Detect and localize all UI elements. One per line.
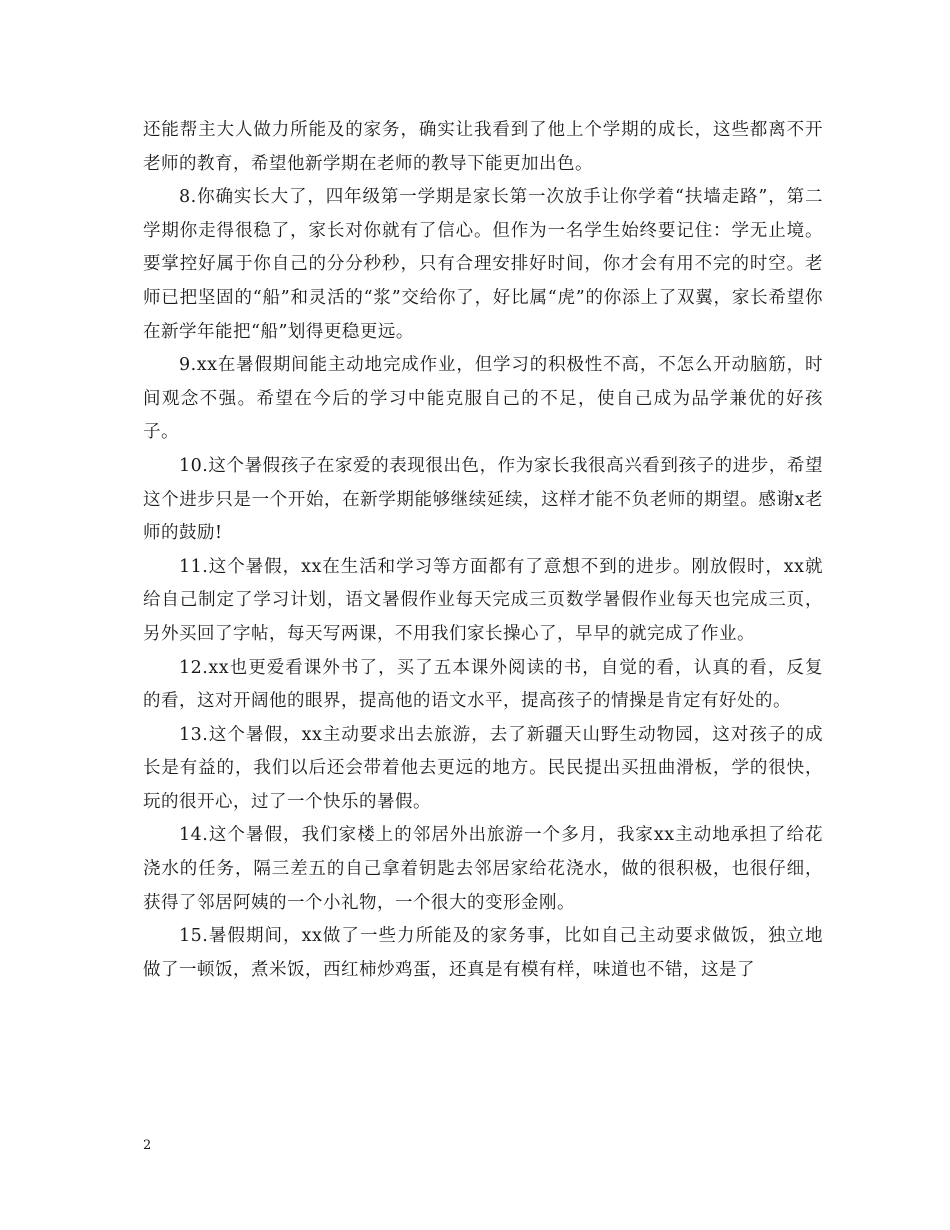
- paragraph-item-8: 8.你确实长大了，四年级第一学期是家长第一次放手让你学着“扶墙走路”，第二学期你走得很稳了，家长对你就有了信心。但作为一名学生始终要记住：学无止境。要掌控好属于你自己的分分秒秒，只有合理安排好时间，你才会有用不完的时空。老师已把坚固的“船”和灵活的“浆”交给你了，好比属“虎”的你添上了双翼，家长希望你在新学年能把“船”划得更稳更远。: [143, 187, 823, 342]
- paragraph-item-13: 13.这个暑假，xx主动要求出去旅游，去了新疆天山野生动物园，这对孩子的成长是有益的，我们以后还会带着他去更远的地方。民民提出买扭曲滑板，学的很快，玩的很开心，过了一个快乐的暑假。: [143, 724, 823, 812]
- document-body: [143, 114, 823, 987]
- paragraph-item-9: 9.xx在暑假期间能主动地完成作业，但学习的积极性不高，不怎么开动脑筋，时间观念不强。希望在今后的学习中能克服自己的不足，使自己成为品学兼优的好孩子。: [143, 355, 823, 443]
- paragraph-item-12: 12.xx也更爱看课外书了，买了五本课外阅读的书，自觉的看，认真的看，反复的看，这对开阔他的眼界，提高他的语文水平，提高孩子的情操是肯定有好处的。: [143, 657, 823, 712]
- paragraph-item-15: 15.暑假期间，xx做了一些力所能及的家务事，比如自己主动要求做饭，独立地做了一顿饭，煮米饭，西红柿炒鸡蛋，还真是有模有样，味道也不错，这是了: [143, 926, 823, 980]
- paragraph-item-11: 11.这个暑假，xx在生活和学习等方面都有了意想不到的进步。刚放假时，xx就给自己制定了学习计划，语文暑假作业每天完成三页数学暑假作业每天也完成三页，另外买回了字帖，每天写两课，不用我们家长操心了，早早的就完成了作业。: [143, 556, 823, 644]
- paragraph-intro-continuation: 还能帮主大人做力所能及的家务，确实让我看到了他上个学期的成长，这些都离不开老师的教育，希望他新学期在老师的教导下能更加出色。: [143, 120, 823, 174]
- page-number: 2: [143, 1138, 152, 1153]
- paragraph-item-14: 14.这个暑假，我们家楼上的邻居外出旅游一个多月，我家xx主动地承担了给花浇水的任务，隔三差五的自己拿着钥匙去邻居家给花浇水，做的很积极，也很仔细，获得了邻居阿姨的一个小礼物，一个很大的变形金刚。: [143, 825, 823, 913]
- paragraph-item-10: 10.这个暑假孩子在家爱的表现很出色，作为家长我很高兴看到孩子的进步，希望这个进步只是一个开始，在新学期能够继续延续，这样才能不负老师的期望。感谢x老师的鼓励!: [143, 455, 823, 544]
